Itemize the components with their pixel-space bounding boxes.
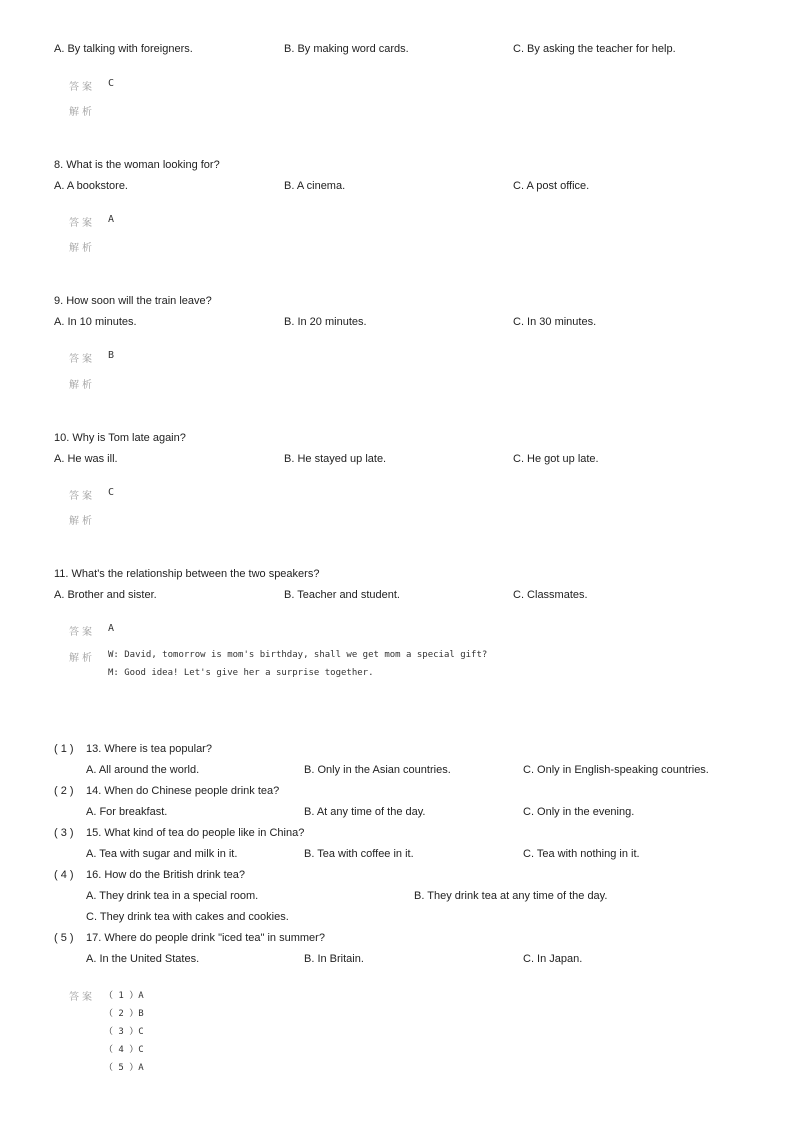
- group-q3-option-a: A. Tea with sugar and milk in it.: [86, 848, 238, 860]
- q9-question: 9. How soon will the train leave?: [54, 295, 212, 307]
- q10-option-a: A. He was ill.: [54, 453, 118, 465]
- group-answer-2: （ 2 ）B: [104, 1009, 144, 1019]
- q9-option-b: B. In 20 minutes.: [284, 316, 367, 328]
- q9-answer-label: 答案: [69, 354, 95, 365]
- q9-analysis-label: 解析: [69, 380, 95, 391]
- group-answer-4: （ 4 ）C: [104, 1045, 144, 1055]
- q10-option-b: B. He stayed up late.: [284, 453, 387, 465]
- group-q2-option-b: B. At any time of the day.: [304, 806, 426, 818]
- q8-option-a: A. A bookstore.: [54, 180, 128, 192]
- group-q2-question: 14. When do Chinese people drink tea?: [86, 785, 280, 797]
- q7-answer-label: 答案: [69, 82, 95, 93]
- q8-answer-label: 答案: [69, 218, 95, 229]
- q7-option-a: A. By talking with foreigners.: [54, 43, 193, 55]
- group-q3-option-b: B. Tea with coffee in it.: [304, 848, 414, 860]
- q10-question: 10. Why is Tom late again?: [54, 432, 186, 444]
- group-q1-number: ( 1 ): [54, 743, 74, 755]
- group-q4-option-c: C. They drink tea with cakes and cookies.: [86, 911, 289, 923]
- q9-option-c: C. In 30 minutes.: [513, 316, 597, 328]
- group-q4-option-a: A. They drink tea in a special room.: [86, 890, 259, 902]
- q11-analysis-line-2: M: Good idea! Let's give her a surprise together.: [108, 668, 374, 678]
- group-q4-option-b: B. They drink tea at any time of the day.: [414, 890, 608, 902]
- q8-answer: A: [108, 214, 115, 225]
- q11-answer-label: 答案: [69, 627, 95, 638]
- group-q5-number: ( 5 ): [54, 932, 74, 944]
- group-q3-question: 15. What kind of tea do people like in China?: [86, 827, 305, 839]
- group-q1-option-b: B. Only in the Asian countries.: [304, 764, 451, 776]
- q11-option-c: C. Classmates.: [513, 589, 588, 601]
- q11-option-b: B. Teacher and student.: [284, 589, 400, 601]
- group-answer-3: （ 3 ）C: [104, 1027, 144, 1037]
- group-answer-label: 答案: [69, 992, 95, 1003]
- q10-answer: C: [108, 487, 115, 498]
- group-q5-question: 17. Where do people drink "iced tea" in summer?: [86, 932, 325, 944]
- q8-option-c: C. A post office.: [513, 180, 590, 192]
- group-q1-option-c: C. Only in English-speaking countries.: [523, 764, 709, 776]
- group-q3-number: ( 3 ): [54, 827, 74, 839]
- q7-option-b: B. By making word cards.: [284, 43, 409, 55]
- q8-question: 8. What is the woman looking for?: [54, 159, 220, 171]
- q11-option-a: A. Brother and sister.: [54, 589, 157, 601]
- q9-option-a: A. In 10 minutes.: [54, 316, 137, 328]
- group-q1-option-a: A. All around the world.: [86, 764, 200, 776]
- group-q4-question: 16. How do the British drink tea?: [86, 869, 245, 881]
- q11-answer: A: [108, 623, 115, 634]
- q8-option-b: B. A cinema.: [284, 180, 346, 192]
- group-q3-option-c: C. Tea with nothing in it.: [523, 848, 640, 860]
- group-q5-option-b: B. In Britain.: [304, 953, 364, 965]
- group-q1-question: 13. Where is tea popular?: [86, 743, 212, 755]
- q7-option-c: C. By asking the teacher for help.: [513, 43, 676, 55]
- q10-answer-label: 答案: [69, 491, 95, 502]
- group-q4-number: ( 4 ): [54, 869, 74, 881]
- group-answer-1: （ 1 ）A: [104, 991, 144, 1001]
- group-q2-option-a: A. For breakfast.: [86, 806, 168, 818]
- q11-analysis-label: 解析: [69, 653, 95, 664]
- q7-answer: C: [108, 78, 115, 89]
- group-q2-number: ( 2 ): [54, 785, 74, 797]
- q11-question: 11. What's the relationship between the two speakers?: [54, 568, 320, 580]
- group-answer-5: （ 5 ）A: [104, 1063, 144, 1073]
- q11-analysis-line-1: W: David, tomorrow is mom's birthday, shall we get mom a special gift?: [108, 650, 488, 660]
- group-q5-option-a: A. In the United States.: [86, 953, 200, 965]
- group-q2-option-c: C. Only in the evening.: [523, 806, 635, 818]
- q7-analysis-label: 解析: [69, 107, 95, 118]
- q10-analysis-label: 解析: [69, 516, 95, 527]
- q8-analysis-label: 解析: [69, 243, 95, 254]
- q10-option-c: C. He got up late.: [513, 453, 599, 465]
- group-q5-option-c: C. In Japan.: [523, 953, 583, 965]
- q9-answer: B: [108, 350, 115, 361]
